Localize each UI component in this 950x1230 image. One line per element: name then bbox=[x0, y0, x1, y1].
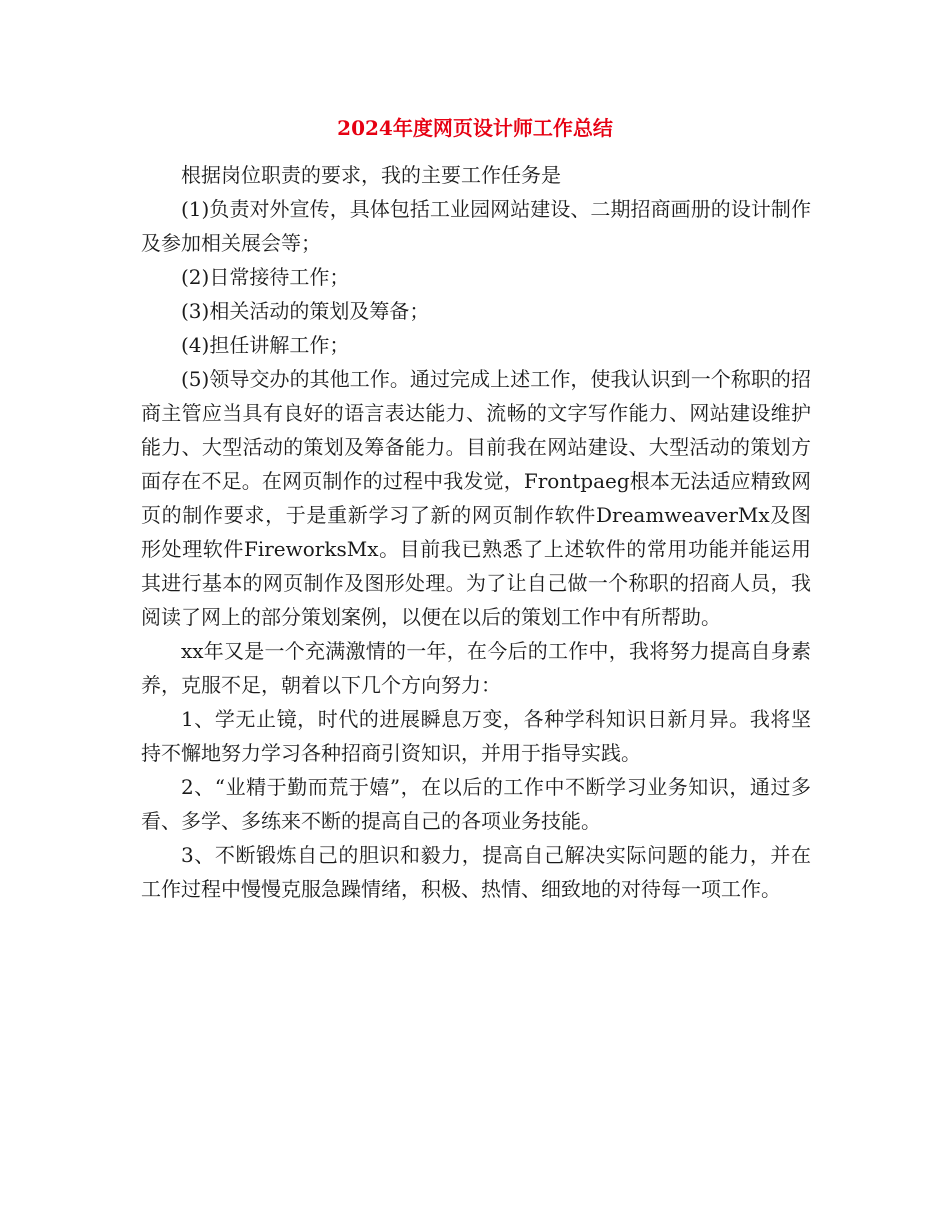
document-body bbox=[141, 158, 811, 906]
paragraph-outlook: xx年又是一个充满激情的一年，在今后的工作中，我将努力提高自身素养，克服不足，朝着以下几个方向努力： bbox=[141, 639, 811, 697]
document-title: 2024年度网页设计师工作总结 bbox=[337, 116, 613, 140]
paragraph-task-1: (1)负责对外宣传，具体包括工业园网站建设、二期招商画册的设计制作及参加相关展会等； bbox=[141, 197, 811, 255]
paragraph-goal-3: 3、不断锻炼自己的胆识和毅力，提高自己解决实际问题的能力，并在工作过程中慢慢克服急躁情绪，积极、热情、细致地的对待每一项工作。 bbox=[141, 843, 811, 901]
paragraph-goal-1: 1、学无止镜，时代的进展瞬息万变，各种学科知识日新月异。我将坚持不懈地努力学习各种招商引资知识，并用于指导实践。 bbox=[141, 707, 811, 765]
paragraph-task-5: (5)领导交办的其他工作。通过完成上述工作，使我认识到一个称职的招商主管应当具有良好的语言表达能力、流畅的文字写作能力、网站建设维护能力、大型活动的策划及筹备能力。目前我在网站建设、大型活动的策划方面存在不足。在网页制作的过程中我发觉，Frontpaeg根本无法适应精致网页的制作要求，于是重新学习了新的网页制作软件DreamweaverMx及图形处理软件FireworksMx。目前我已熟悉了上述软件的常用功能并能运用其进行基本的网页制作及图形处理。为了让自己做一个称职的招商人员，我阅读了网上的部分策划案例，以便在以后的策划工作中有所帮助。 bbox=[141, 367, 811, 629]
paragraph-task-2: (2)日常接待工作； bbox=[181, 265, 350, 289]
paragraph-task-4: (4)担任讲解工作； bbox=[181, 333, 350, 357]
paragraph-intro: 根据岗位职责的要求，我的主要工作任务是 bbox=[181, 163, 561, 187]
paragraph-task-3: (3)相关活动的策划及筹备； bbox=[181, 299, 430, 323]
paragraph-goal-2: 2、“业精于勤而荒于嬉”，在以后的工作中不断学习业务知识，通过多看、多学、多练来不断的提高自己的各项业务技能。 bbox=[141, 775, 811, 833]
